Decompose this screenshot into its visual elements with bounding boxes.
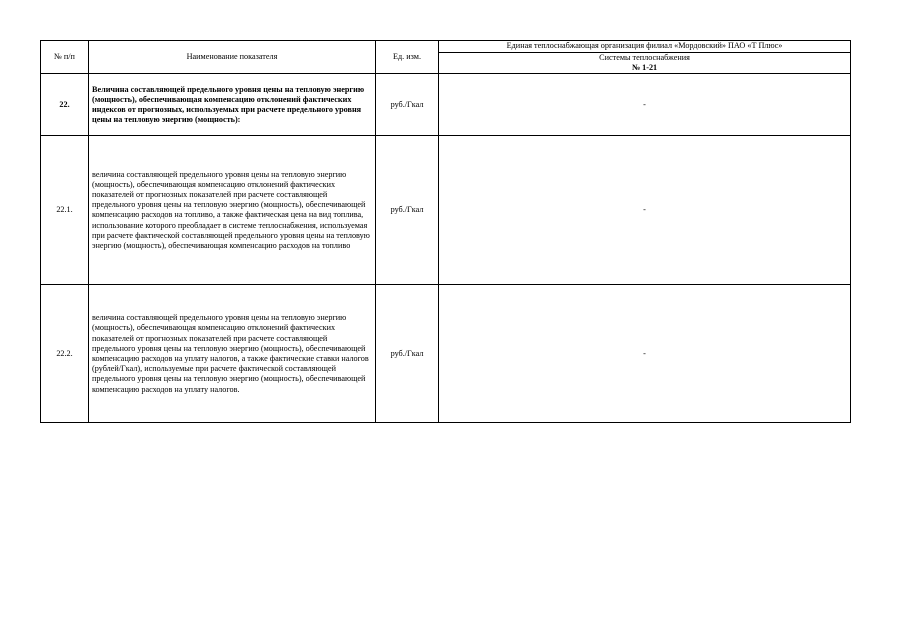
row-number: 22.2. bbox=[41, 285, 89, 423]
row-unit: руб./Гкал bbox=[376, 74, 439, 136]
table-row bbox=[41, 136, 851, 285]
header-systems bbox=[439, 53, 851, 74]
table-row bbox=[41, 285, 851, 423]
row-number: 22.1. bbox=[41, 136, 89, 285]
table-row bbox=[41, 74, 851, 136]
header-indicator-name: Наименование показателя bbox=[89, 41, 376, 74]
row-indicator-name: Величина составляющей предельного уровня цены на тепловую энергию (мощность), обеспечивающая компенсацию отклонений фактических индексов от прогнозных, используемых при расчете предельного уровня цены на тепловую энергию (мощность): bbox=[89, 74, 376, 136]
header-systems-label: Системы теплоснабжения bbox=[599, 53, 690, 62]
row-value: - bbox=[439, 74, 851, 136]
header-organization: Единая теплоснабжающая организация филиал «Мордовский» ПАО «Т Плюс» bbox=[439, 41, 851, 53]
row-indicator-name: величина составляющей предельного уровня цены на тепловую энергию (мощность), обеспечивающая компенсацию отклонений фактических показателей от прогнозных показателей при расчете составляющей предельного уровня цены на тепловую энергию (мощность), обеспечивающей компенсацию расходов на топливо, а также фактическая цена на вид топлива, использование которого преобладает в системе теплоснабжения, используемая при расчете фактической составляющей предельного уровня цены на тепловую энергию (мощность), обеспечивающая компенсацию расходов на топливо bbox=[89, 136, 376, 285]
header-number: № п/п bbox=[41, 41, 89, 74]
indicator-table bbox=[40, 40, 851, 423]
row-number: 22. bbox=[41, 74, 89, 136]
row-value: - bbox=[439, 285, 851, 423]
row-unit: руб./Гкал bbox=[376, 136, 439, 285]
header-row-org bbox=[41, 41, 851, 53]
row-unit: руб./Гкал bbox=[376, 285, 439, 423]
header-unit: Ед. изм. bbox=[376, 41, 439, 74]
row-value: - bbox=[439, 136, 851, 285]
header-systems-number: № 1-21 bbox=[631, 63, 658, 73]
row-indicator-name: величина составляющей предельного уровня цены на тепловую энергию (мощность), обеспечивающая компенсацию отклонений фактических показателей от прогнозных показателей при расчете составляющей предельного уровня цены на тепловую энергию (мощность), обеспечивающей компенсацию расходов на уплату налогов, а также фактические ставки налогов (рублей/Гкал), используемые при расчете фактической составляющей предельного уровня цены на тепловую энергию (мощность), обеспечивающей компенсацию расходов на уплату налогов. bbox=[89, 285, 376, 423]
